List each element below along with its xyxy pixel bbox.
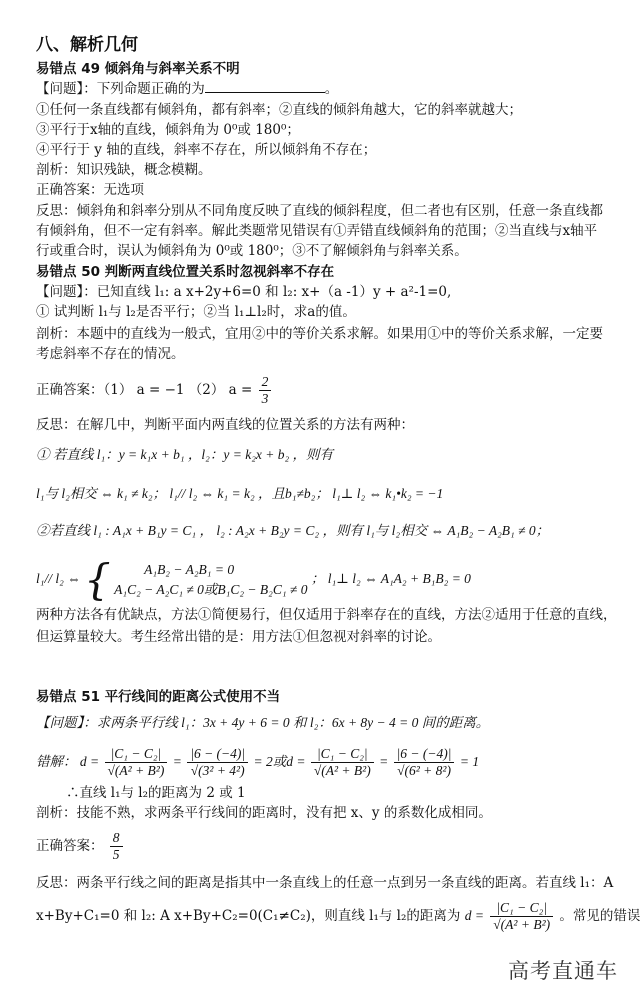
fraction-numerator: |C₁ − C₂| [105,746,168,763]
wrong-label: 错解： [36,754,77,769]
point49-answer: 正确答案：无选项 [36,182,144,198]
method2-line: ②若直线 l₁ : A₁x + B₁y = C₁ ， l₂ : A₂x + B₂y = C₂ ，则有 l₁与 l₂相交 ⇔ A₁B₂ − A₂B₁ ≠ 0； [36,523,550,538]
point49-question [36,80,620,98]
point50-heading: 易错点 50 判断两直线位置关系时忽视斜率不存在 [36,264,335,280]
condition-1: A₁B₂ − A₂B₁ = 0 [144,561,235,577]
wrong-fraction-1 [105,746,168,779]
point50-question: 【问题】：已知直线 l₁: a x+2y+6=0 和 l₂: x+（a -1）y + a²-1=0, [36,284,452,300]
point50-question-2: ① 试判断 l₁与 l₂是否平行；②当 l₁⊥l₂时，求a的值。 [36,304,356,320]
left-brace: { [84,554,111,604]
point50-summary-1: 两种方法各有优缺点，方法①简便易行，但仅适用于斜率存在的直线，方法②适用于任意的直线， [36,607,617,623]
point49-item3: ③平行于x轴的直线，倾斜角为 0⁰或 180⁰； [36,122,300,138]
condition-system [114,560,307,600]
point49-analysis: 剖析：知识残缺，概念模糊。 [36,162,212,178]
point50-analysis-2: 考虑斜率不存在的情况。 [36,346,185,362]
reflect2-prefix: x+By+C₁=0 和 l₂: A x+By+C₂=0(C₁≠C₂)，则直线 l₁与 l₂的距离为 [36,908,461,924]
fraction-numerator: |C₁ − C₂| [490,900,553,917]
watermark: 高考直通车 [508,959,618,983]
answer-fraction [259,374,272,407]
fraction-denominator: √(3² + 4²) [190,763,245,779]
point51-reflect-1: 反思：两条平行线之间的距离是指其中一条直线上的任意一点到另一条直线的距离。若直线 l₁：A [36,875,614,891]
fraction-denominator: √(A² + B²) [107,763,165,779]
point50-reflect: 反思：在解几中，判断平面内两直线的位置关系的方法有两种： [36,417,414,433]
point51-analysis: 剖析：技能不熟，求两条平行线间的距离时，没有把 x、y 的系数化成相同。 [36,805,492,821]
parallel-condition [36,556,620,602]
equals-1: = [172,754,182,769]
point51-question: 【问题】：求两条平行线 l₁：3x + 4y + 6 = 0 和 l₂：6x + 8y − 4 = 0 间的距离。 [36,715,490,730]
point49-reflect-3: 行或重合时，误认为倾斜角为 0⁰或 180⁰；③不了解倾斜角与斜率关系。 [36,243,468,259]
fraction-denominator: √(A² + B²) [313,763,371,779]
point49-heading: 易错点 49 倾斜角与斜率关系不明 [36,61,240,77]
wrong-fraction-4 [394,746,455,779]
point51-heading: 易错点 51 平行线间的距离公式使用不当 [36,689,281,705]
parallel-label: l₁// l₂ ⇔ [36,571,81,586]
point49-reflect-1: 反思：倾斜角和斜率分别从不同角度反映了直线的倾斜程度，但二者也有区别，任意一条直线都 [36,203,603,219]
fraction-numerator: |C₁ − C₂| [311,746,374,763]
equals-3: = [379,754,389,769]
fraction-denominator: √(A² + B²) [493,917,551,932]
point50-analysis-1: 剖析：本题中的直线为一般式，宜用②中的等价关系求解。如果用①中的等价关系求解，一定要 [36,326,603,342]
point49-item1: ①任何一条直线都有倾斜角，都有斜率；②直线的倾斜角越大，它的斜率就越大； [36,102,522,118]
fraction-denominator: 3 [261,391,269,406]
method1-relations: l₁与 l₂相交 ⇔ k₁ ≠ k₂； l₁// l₂ ⇔ k₁ = k₂ ，且b₁≠b₂； l₁⊥ l₂ ⇔ k₁•k₂ = −1 [36,486,444,501]
answer-label: 正确答案：（1） a = −1 （2） a = [36,382,253,398]
point51-wrong-solution [36,742,620,782]
fraction-numerator: 2 [259,374,272,391]
point49-reflect-2: 有倾斜角，但不一定有斜率。解此类题常见错误有①弄错直线倾斜角的范围；②当直线与x轴平 [36,223,598,239]
fraction-numerator: |6 − (−4)| [394,746,455,763]
method1-line: ① 若直线 l₁：y = k₁x + b₁ ，l₂：y = k₂x + b₂ ，则有 [36,447,334,462]
question-prefix: 【问题】：下列命题正确的为 [36,81,205,97]
point51-therefore: ∴直线 l₁与 l₂的距离为 2 或 1 [66,785,246,801]
fraction-numerator: |6 − (−4)| [187,746,248,763]
answer-label: 正确答案： [36,838,104,854]
perpendicular-condition: ； l₁⊥ l₂ ⇔ A₁A₂ + B₁B₂ = 0 [310,571,471,586]
condition-2: A₁C₂ − A₂C₁ ≠ 0或B₁C₂ − B₂C₁ ≠ 0 [114,581,308,597]
wrong-fraction-3 [311,746,374,779]
reflect2-d: d = [464,908,484,923]
wrong-d: d = [79,754,100,769]
point51-reflect-2 [36,896,640,936]
fraction-denominator: √(6² + 8²) [397,763,451,779]
distance-formula [490,900,553,933]
wrong-fraction-2 [187,746,248,779]
point51-answer [36,826,620,866]
fraction-numerator: 8 [110,830,123,847]
wrong-end: = 1 [459,754,480,769]
point50-summary-2: 但运算量较大。考生经常出错的是：用方法①但忽视对斜率的讨论。 [36,629,441,645]
fraction-denominator: 5 [112,847,120,862]
reflect2-suffix: 。常见的错误 [559,908,640,924]
answer-fraction [110,830,123,863]
question-suffix: 。 [324,81,339,97]
point50-answer [36,370,620,410]
answer-blank [205,80,325,93]
wrong-middle: = 2或d = [253,754,306,769]
section-title: 八、解析几何 [36,35,138,55]
point49-item4: ④平行于 y 轴的直线，斜率不存在，所以倾斜角不存在； [36,142,377,158]
